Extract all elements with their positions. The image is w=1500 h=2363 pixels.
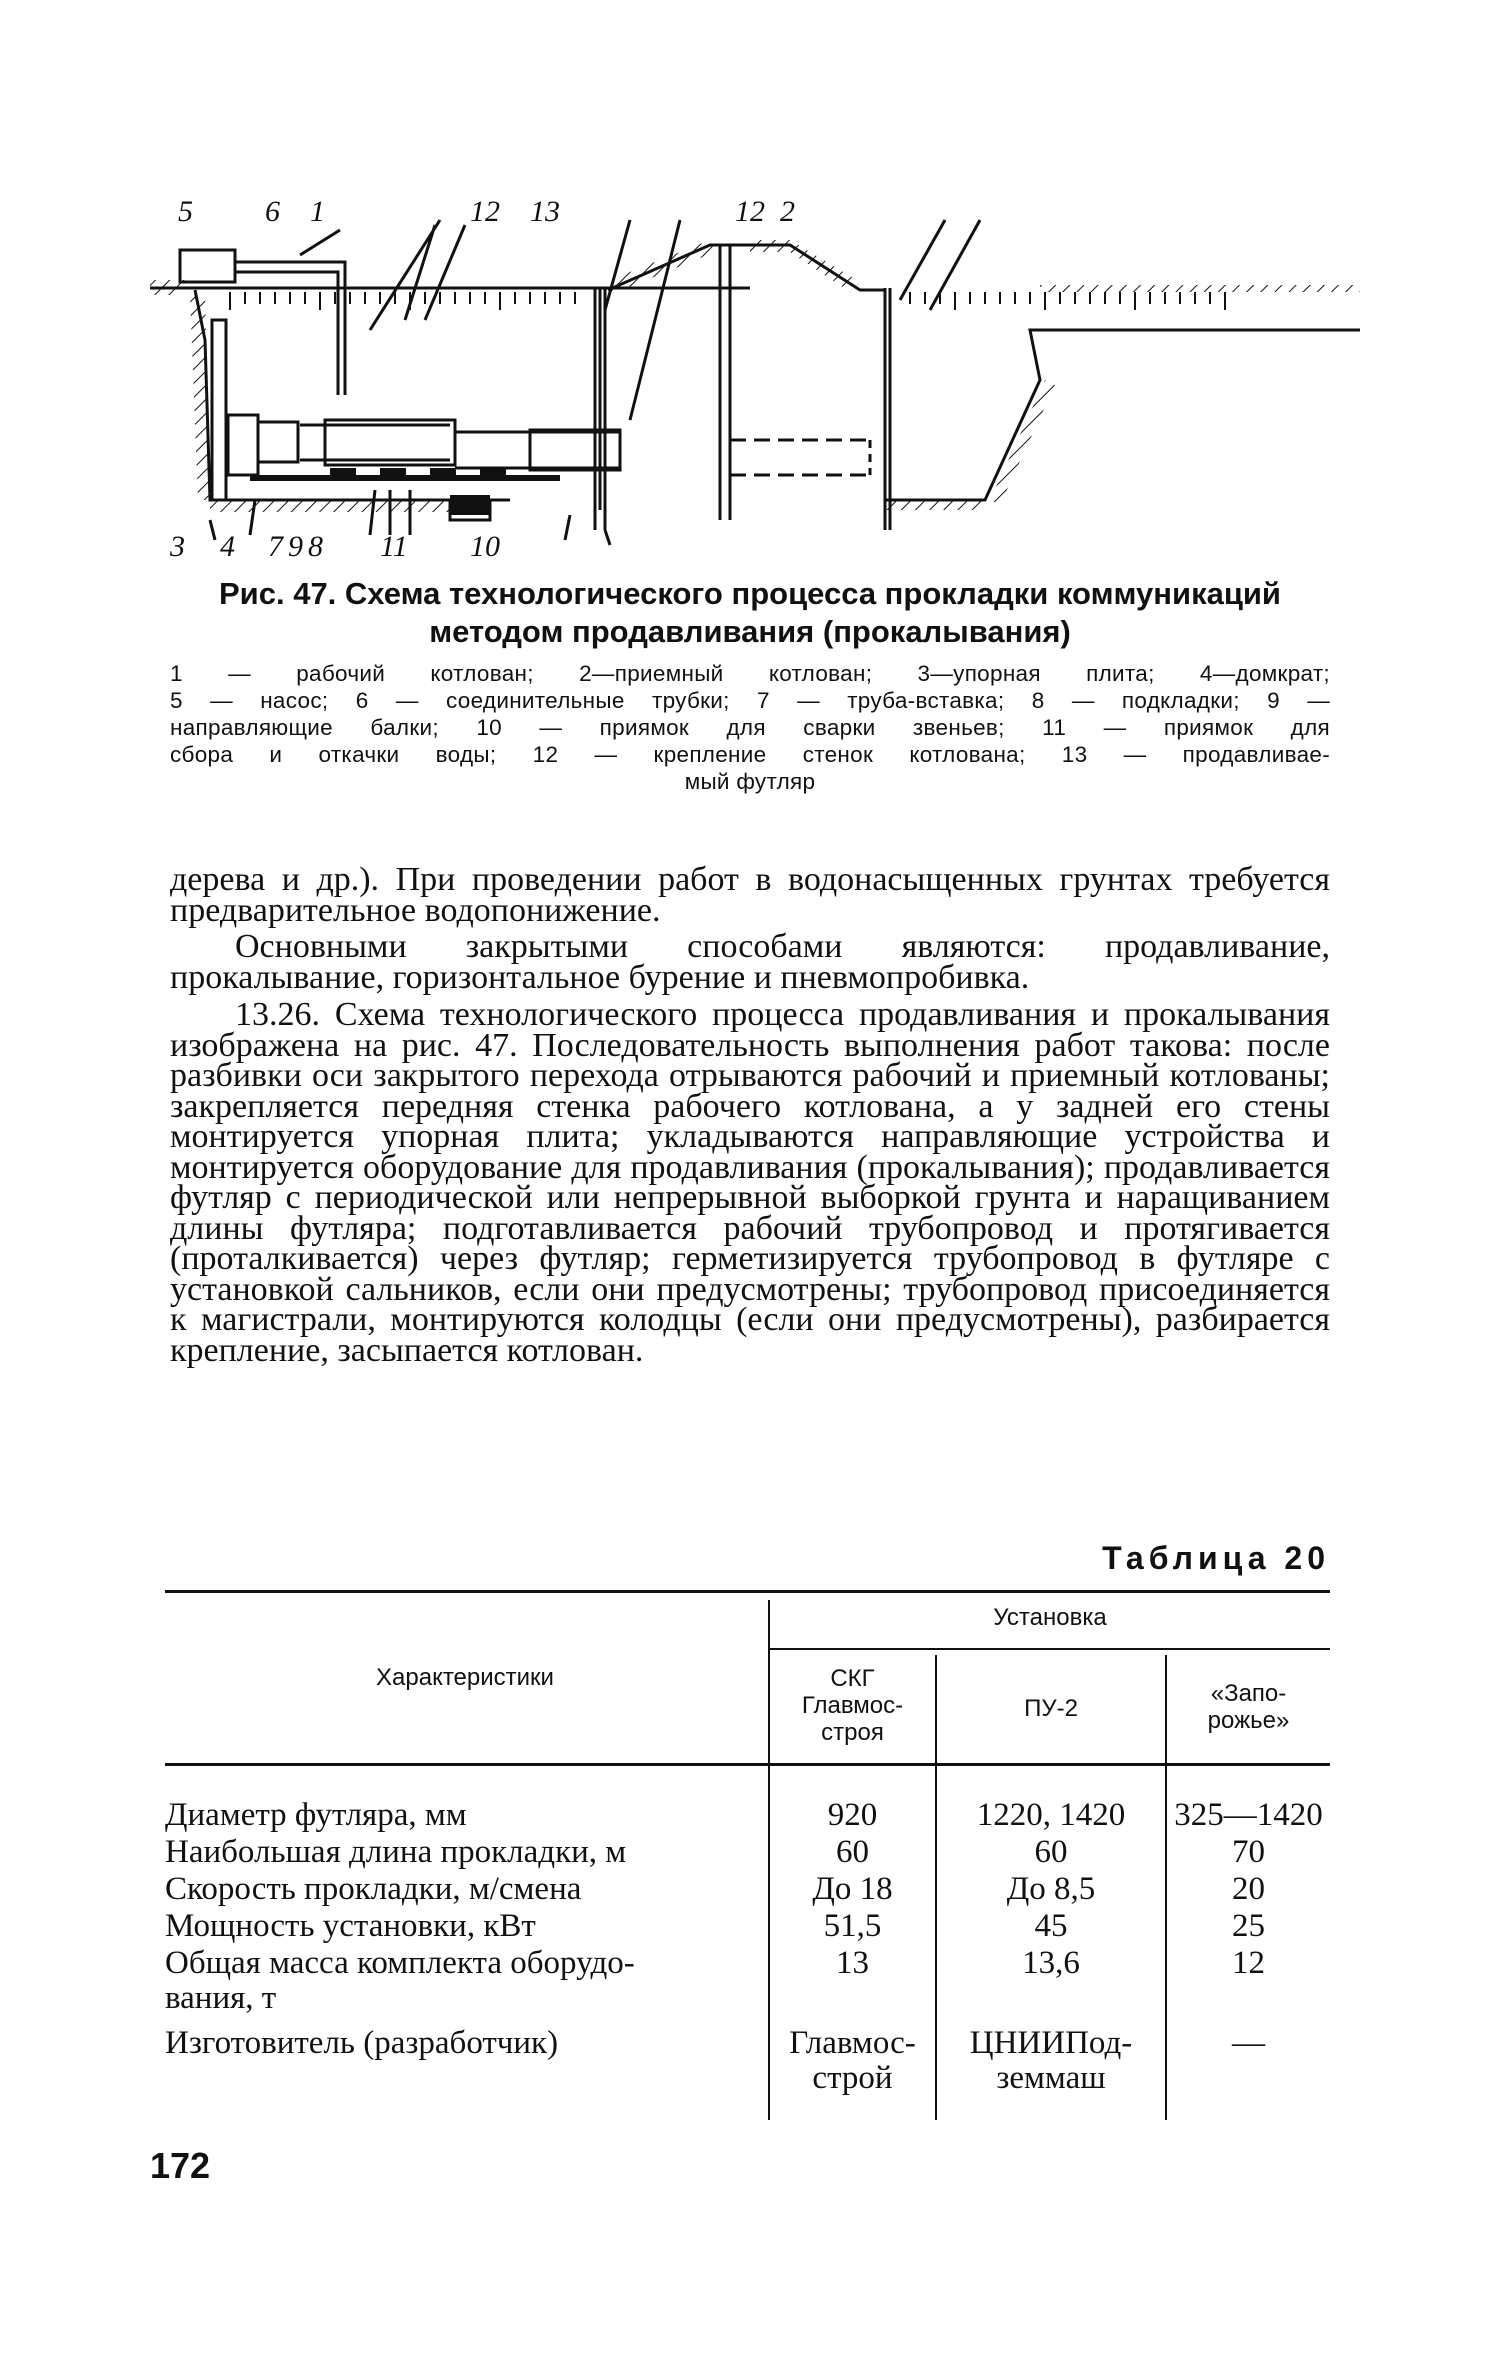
figure-label-12-left: 12 [470, 195, 500, 228]
cell: ЦНИИПод- [969, 2025, 1133, 2061]
row-label: вания, т [165, 1980, 277, 2016]
caption-line-1: Рис. 47. Схема технологического процесса прокладки коммуникаций [219, 576, 1281, 611]
header-characteristics: Характеристики [376, 1664, 554, 1691]
row-label: Наибольшая длина прокладки, м [165, 1834, 627, 1870]
table-title: Таблица 20 [1102, 1540, 1330, 1576]
header-unit: Установка [993, 1604, 1107, 1631]
row-label: Диаметр футляра, мм [165, 1797, 467, 1833]
cell: 13,6 [1022, 1945, 1080, 1981]
row-label: Мощность установки, кВт [165, 1908, 536, 1944]
figure-label-6: 6 [265, 195, 280, 228]
paragraph-2: Основными закрытыми способами являются: продавливание, прокалывание, горизонтальное бурение и пневмопробивка. [170, 928, 1330, 996]
cell: земмаш [996, 2060, 1106, 2096]
cell: 60 [1034, 1834, 1068, 1870]
table-group-rule [768, 1648, 1330, 1650]
cell: До 18 [812, 1871, 893, 1907]
table-top-rule [165, 1590, 1330, 1593]
figure-label-11: 11 [380, 530, 408, 563]
cell: строй [812, 2060, 893, 2096]
header-col-skg-line1: СКГ [830, 1665, 875, 1692]
figure-caption [170, 575, 1330, 651]
legend-line-1: 1 — рабочий котлован; 2—приемный котлован; 3—упорная плита; 4—домкрат; [170, 661, 1330, 686]
cell: Главмос- [789, 2025, 916, 2061]
header-col-pu2: ПУ-2 [1024, 1695, 1078, 1722]
cell: 920 [827, 1797, 878, 1833]
paragraph-3: 13.26. Схема технологического процесса продавливания и прокалывания изображена на рис. 47. Последовательность выполнения работ такова: после разбивки оси закрытого перехода отрываются рабочий и приемный котлованы; закрепляется передняя стенка рабочего котлована, а у задней его стены монтируется упорная плита; укладываются направляющие устройства и монтируется оборудование для продавливания (прокалывания); продавливается футляр с периодической или непрерывной выборкой грунта и наращиванием длины футляра; подготавливается рабочий трубопровод и протягивается (проталкивается) через футляр; герметизируется трубопровод в футляре с установкой сальников, если они предусмотрены; трубопровод присоединяется к магистрали, монтируются колодцы (если они предусмотрены), разбирается крепление, засыпается котлован. [170, 996, 1330, 1369]
header-col-zap-line2: рожье» [1207, 1707, 1290, 1734]
figure-label-2: 2 [780, 195, 795, 228]
table-header-rule [165, 1763, 1330, 1766]
trench-scheme [150, 200, 1360, 570]
figure-47-diagram [150, 195, 1360, 570]
paragraph-1: дерева и др.). При проведении работ в водонасыщенных грунтах требуется предварительное водопонижение. [170, 861, 1330, 929]
figure-label-10: 10 [470, 530, 500, 563]
figure-label-1: 1 [310, 195, 325, 228]
figure-label-9: 9 [288, 530, 303, 563]
figure-label-4: 4 [220, 530, 235, 563]
figure-label-13: 13 [530, 195, 560, 228]
cell: 25 [1232, 1908, 1265, 1944]
header-col-skg [770, 1665, 935, 1746]
header-col-zaporozhye [1167, 1680, 1330, 1734]
page-number: 172 [150, 2145, 211, 2186]
legend-line-4: сбора и откачки воды; 12 — крепление стенок котлована; 13 — продавливае- [170, 742, 1330, 767]
cell: 20 [1232, 1871, 1265, 1907]
row-label: Скорость прокладки, м/смена [165, 1871, 582, 1907]
pump [180, 250, 235, 282]
figure-label-8: 8 [308, 530, 323, 563]
cell: 60 [836, 1834, 869, 1870]
cell: 70 [1232, 1834, 1265, 1870]
row-label: Общая масса комплекта оборудо- [165, 1945, 635, 1981]
header-col-skg-line2: Главмос- [801, 1692, 904, 1719]
cell: 45 [1034, 1908, 1068, 1944]
cell: 13 [836, 1945, 869, 1981]
figure-label-7: 7 [268, 530, 283, 563]
legend-line-5: мый футляр [684, 769, 816, 794]
cell: 1220, 1420 [976, 1797, 1126, 1833]
figure-legend [170, 660, 1330, 795]
row-label: Изготовитель (разработчик) [165, 2025, 559, 2061]
figure-label-5: 5 [178, 195, 193, 228]
caption-line-2: методом продавливания (прокалывания) [429, 614, 1071, 649]
cell: До 8,5 [1006, 1871, 1096, 1907]
legend-line-2: 5 — насос; 6 — соединительные трубки; 7 — труба-вставка; 8 — подкладки; 9 — [170, 688, 1330, 713]
cell: — [1232, 2025, 1265, 2061]
cell: 51,5 [823, 1908, 882, 1944]
cell: 12 [1232, 1945, 1265, 1981]
figure-label-3: 3 [170, 530, 185, 563]
header-col-zap-line1: «Запо- [1210, 1680, 1287, 1707]
figure-label-12-right: 12 [735, 195, 765, 228]
header-col-skg-line3: строя [821, 1719, 884, 1746]
legend-line-3: направляющие балки; 10 — приямок для сварки звеньев; 11 — приямок для [170, 715, 1330, 740]
cell: 325—1420 [1174, 1797, 1323, 1833]
